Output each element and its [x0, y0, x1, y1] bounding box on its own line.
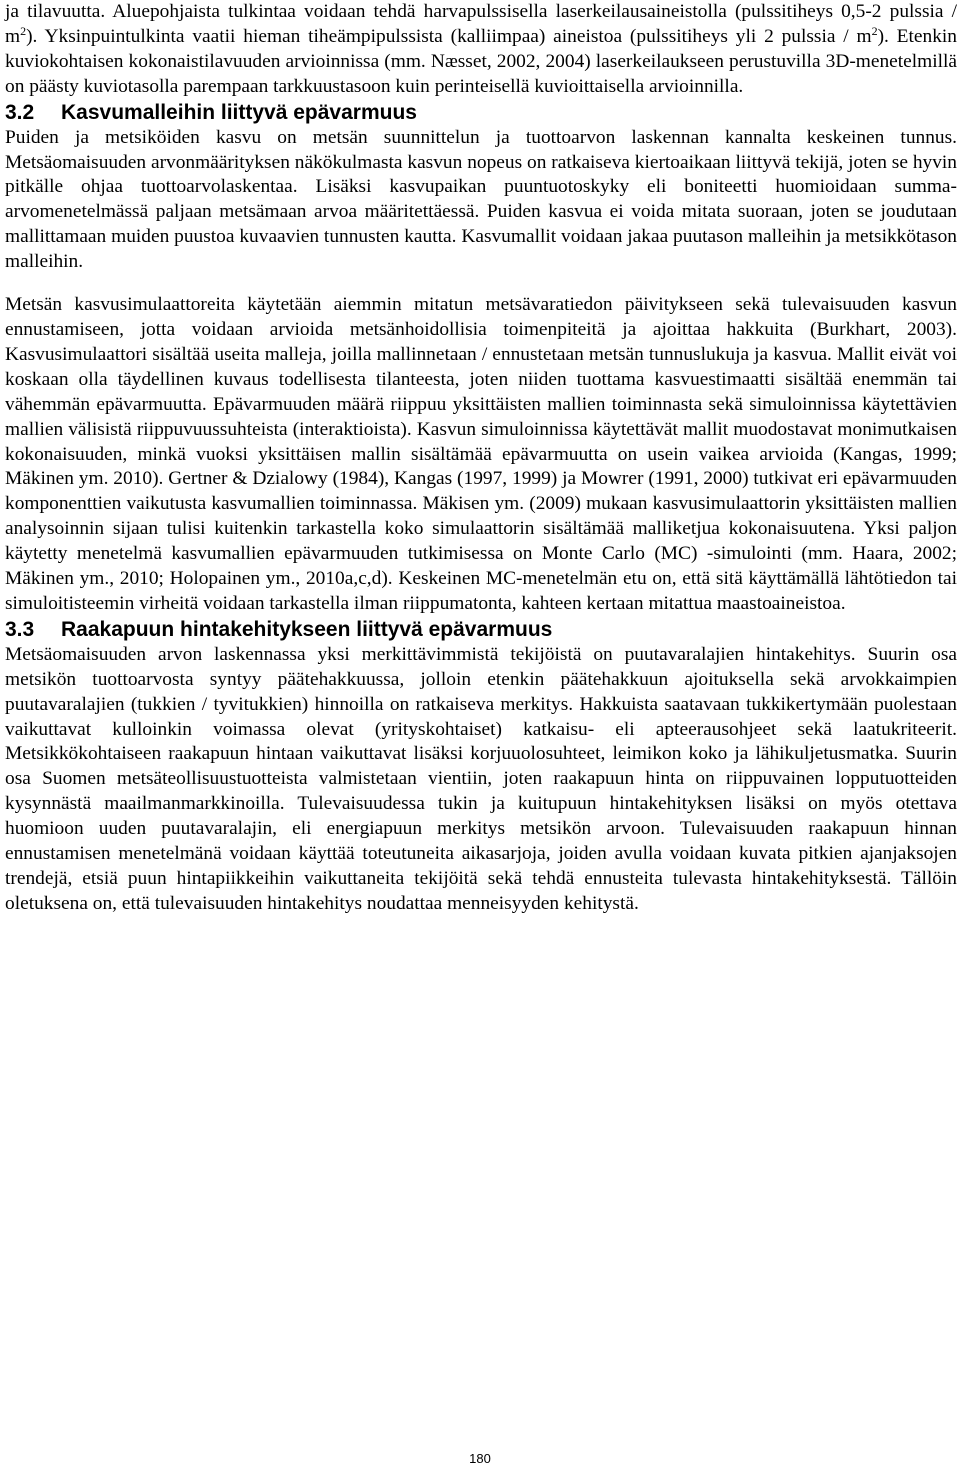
- section-heading-3-3: [5, 617, 957, 643]
- superscript-squared: 2: [871, 23, 878, 38]
- intro-text-part-2: ). Yksinpuintulkinta vaatii hieman tiheämpipulssista (kalliimpaa) aineistoa (pulssitiheys yli 2 pulssia / m: [26, 25, 872, 47]
- intro-paragraph: [5, 0, 957, 100]
- section-heading-3-2: [5, 100, 957, 126]
- superscript-squared: 2: [20, 23, 27, 38]
- intro-text-part-1: ja tilavuutta. Aluepohjaista tulkintaa voidaan tehdä harvapulssisella laserkeilausaineistolla (pulssitiheys 0,5-2 pulssia / m: [5, 1, 957, 47]
- section-number: 3.3: [5, 617, 35, 641]
- document-content: [5, 0, 957, 917]
- section-title: Kasvumalleihin liittyvä epävarmuus: [61, 100, 417, 124]
- paragraph: Metsän kasvusimulaattoreita käytetään aiemmin mitatun metsävaratiedon päivitykseen sekä tulevaisuuden kasvun ennustamiseen, jotta voidaan arvioida metsänhoidollisia toimenpiteitä ja ajoittaa hakkuita (Burkhart, 2003). Kasvusimulaattori sisältää useita malleja, joilla mallinnetaan / ennustetaan metsän tunnuslukuja ja kasvua. Mallit eivät voi koskaan olla täydellinen kuvaus todellisesta tilanteesta, joten niiden tuottama kasvuestimaatti sisältää enemmän tai vähemmän epävarmuutta. Epävarmuuden määrä riippuu yksittäisten mallien toiminnasta sekä simuloinnissa käytettävien mallien välisistä riippuvuussuhteista (interaktioista). Kasvun simuloinnissa käytettävät mallit muodostavat monimutkaisen kokonaisuuden, minkä vuoksi yksittäisen mallin sisältämää epävarmuutta on usein vaikea arvioida (Kangas, 1999; Mäkinen ym. 2010). Gertner & Dzialowy (1984), Kangas (1997, 1999) ja Mowrer (1991, 2000) tutkivat eri epävarmuuden komponenttien vaikutusta kasvumallien toiminnassa. Mäkisen ym. (2009) mukaan kasvusimulaattorin yksittäisten mallien analysoinnin sijaan tulisi kuitenkin tarkastella koko simulaattorin sisältämää malliketjua kokonaisuutena. Yksi paljon käytetty menetelmä kasvumallien epävarmuuden tutkimisessa on Monte Carlo (MC) -simulointi (mm. Haara, 2002; Mäkinen ym., 2010; Holopainen ym., 2010a,c,d). Keskeinen MC-menetelmän etu on, että sitä käyttämällä lähtötiedon tai simuloitisteemin virheitä voidaan tarkastella ilman riippumatonta, kahteen kertaan mitattua maastoaineistoa.: [5, 294, 957, 614]
- paragraph: Metsäomaisuuden arvon laskennassa yksi merkittävimmistä tekijöistä on puutavaralajien hintakehitys. Suurin osa metsikön tuottoarvosta syntyy päätehakkuussa, jolloin etenkin päätehakkuun ajoituksella sekä arvokkaimpien puutavaralajien (tukkien / tyvitukkien) hinnoilla on ratkaiseva merkitys. Hakkuista saatavaan tukkikertymään puolestaan vaikuttavat kulloinkin voimassa olevat (yrityskohtaiset) katkaisu- eli apteerausohjeet sekä laatukriteerit. Metsikkökohtaiseen raakapuun hintaan vaikuttavat lisäksi korjuuolosuhteet, leimikon koko ja lähikuljetusmatka. Suurin osa Suomen metsäteollisuustuotteista valmistetaan vientiin, joten raakapuun hinta on riippuvainen lopputuotteiden kysynnästä maailmanmarkkinoilla. Tulevaisuudessa tukin ja kuitupuun hintakehityksen lisäksi on myös otettava huomioon uuden puutavaralajin, eli energiapuun merkitys metsikön arvoon. Tulevaisuuden raakapuun hinnan ennustamisen menetelmänä voidaan käyttää toteutuneita aikasarjoja, joiden avulla voidaan kuvata pitkien ajanjaksojen trendejä, etsiä puun hintapiikkeihin vaikuttaneita tekijöitä sekä tehdä ennusteita tulevasta hintakehityksestä. Tällöin oletuksena on, että tulevaisuuden hintakehitys noudattaa menneisyyden kehitystä.: [5, 643, 957, 914]
- section-number: 3.2: [5, 100, 35, 124]
- page-number: 180: [469, 1451, 491, 1466]
- intro-text-part-3: ). Etenkin kuviokohtaisen kokonaistilavuuden arvioinnissa (mm. Næsset, 2002, 2004) laserkeilaukseen perustuvilla 3D-menetelmillä on päästy kuviotasolla parempaan tarkkuustasoon kuin perinteisellä kuvioittaisella arvioinnilla.: [5, 25, 957, 97]
- paragraph: Puiden ja metsiköiden kasvu on metsän suunnittelun ja tuottoarvon laskennan kannalta keskeinen tunnus. Metsäomaisuuden arvonmäärityksen näkökulmasta kasvun nopeus on ratkaiseva kiertoaikaan liittyvä tekijä, joten se hyvin pitkälle ohjaa tuottoarvolaskentaa. Lisäksi kasvupaikan puuntuotoskyky eli boniteetti huomioidaan summa-arvomenetelmässä paljaan metsämaan arvoa määritettäessä. Puiden kasvua ei voida mitata suoraan, joten se joudutaan mallittamaan muiden puustoa kuvaavien tunnusten kautta. Kasvumallit voidaan jakaa puutason malleihin ja metsikkötason malleihin.: [5, 126, 957, 273]
- section-title: Raakapuun hintakehitykseen liittyvä epävarmuus: [61, 617, 553, 641]
